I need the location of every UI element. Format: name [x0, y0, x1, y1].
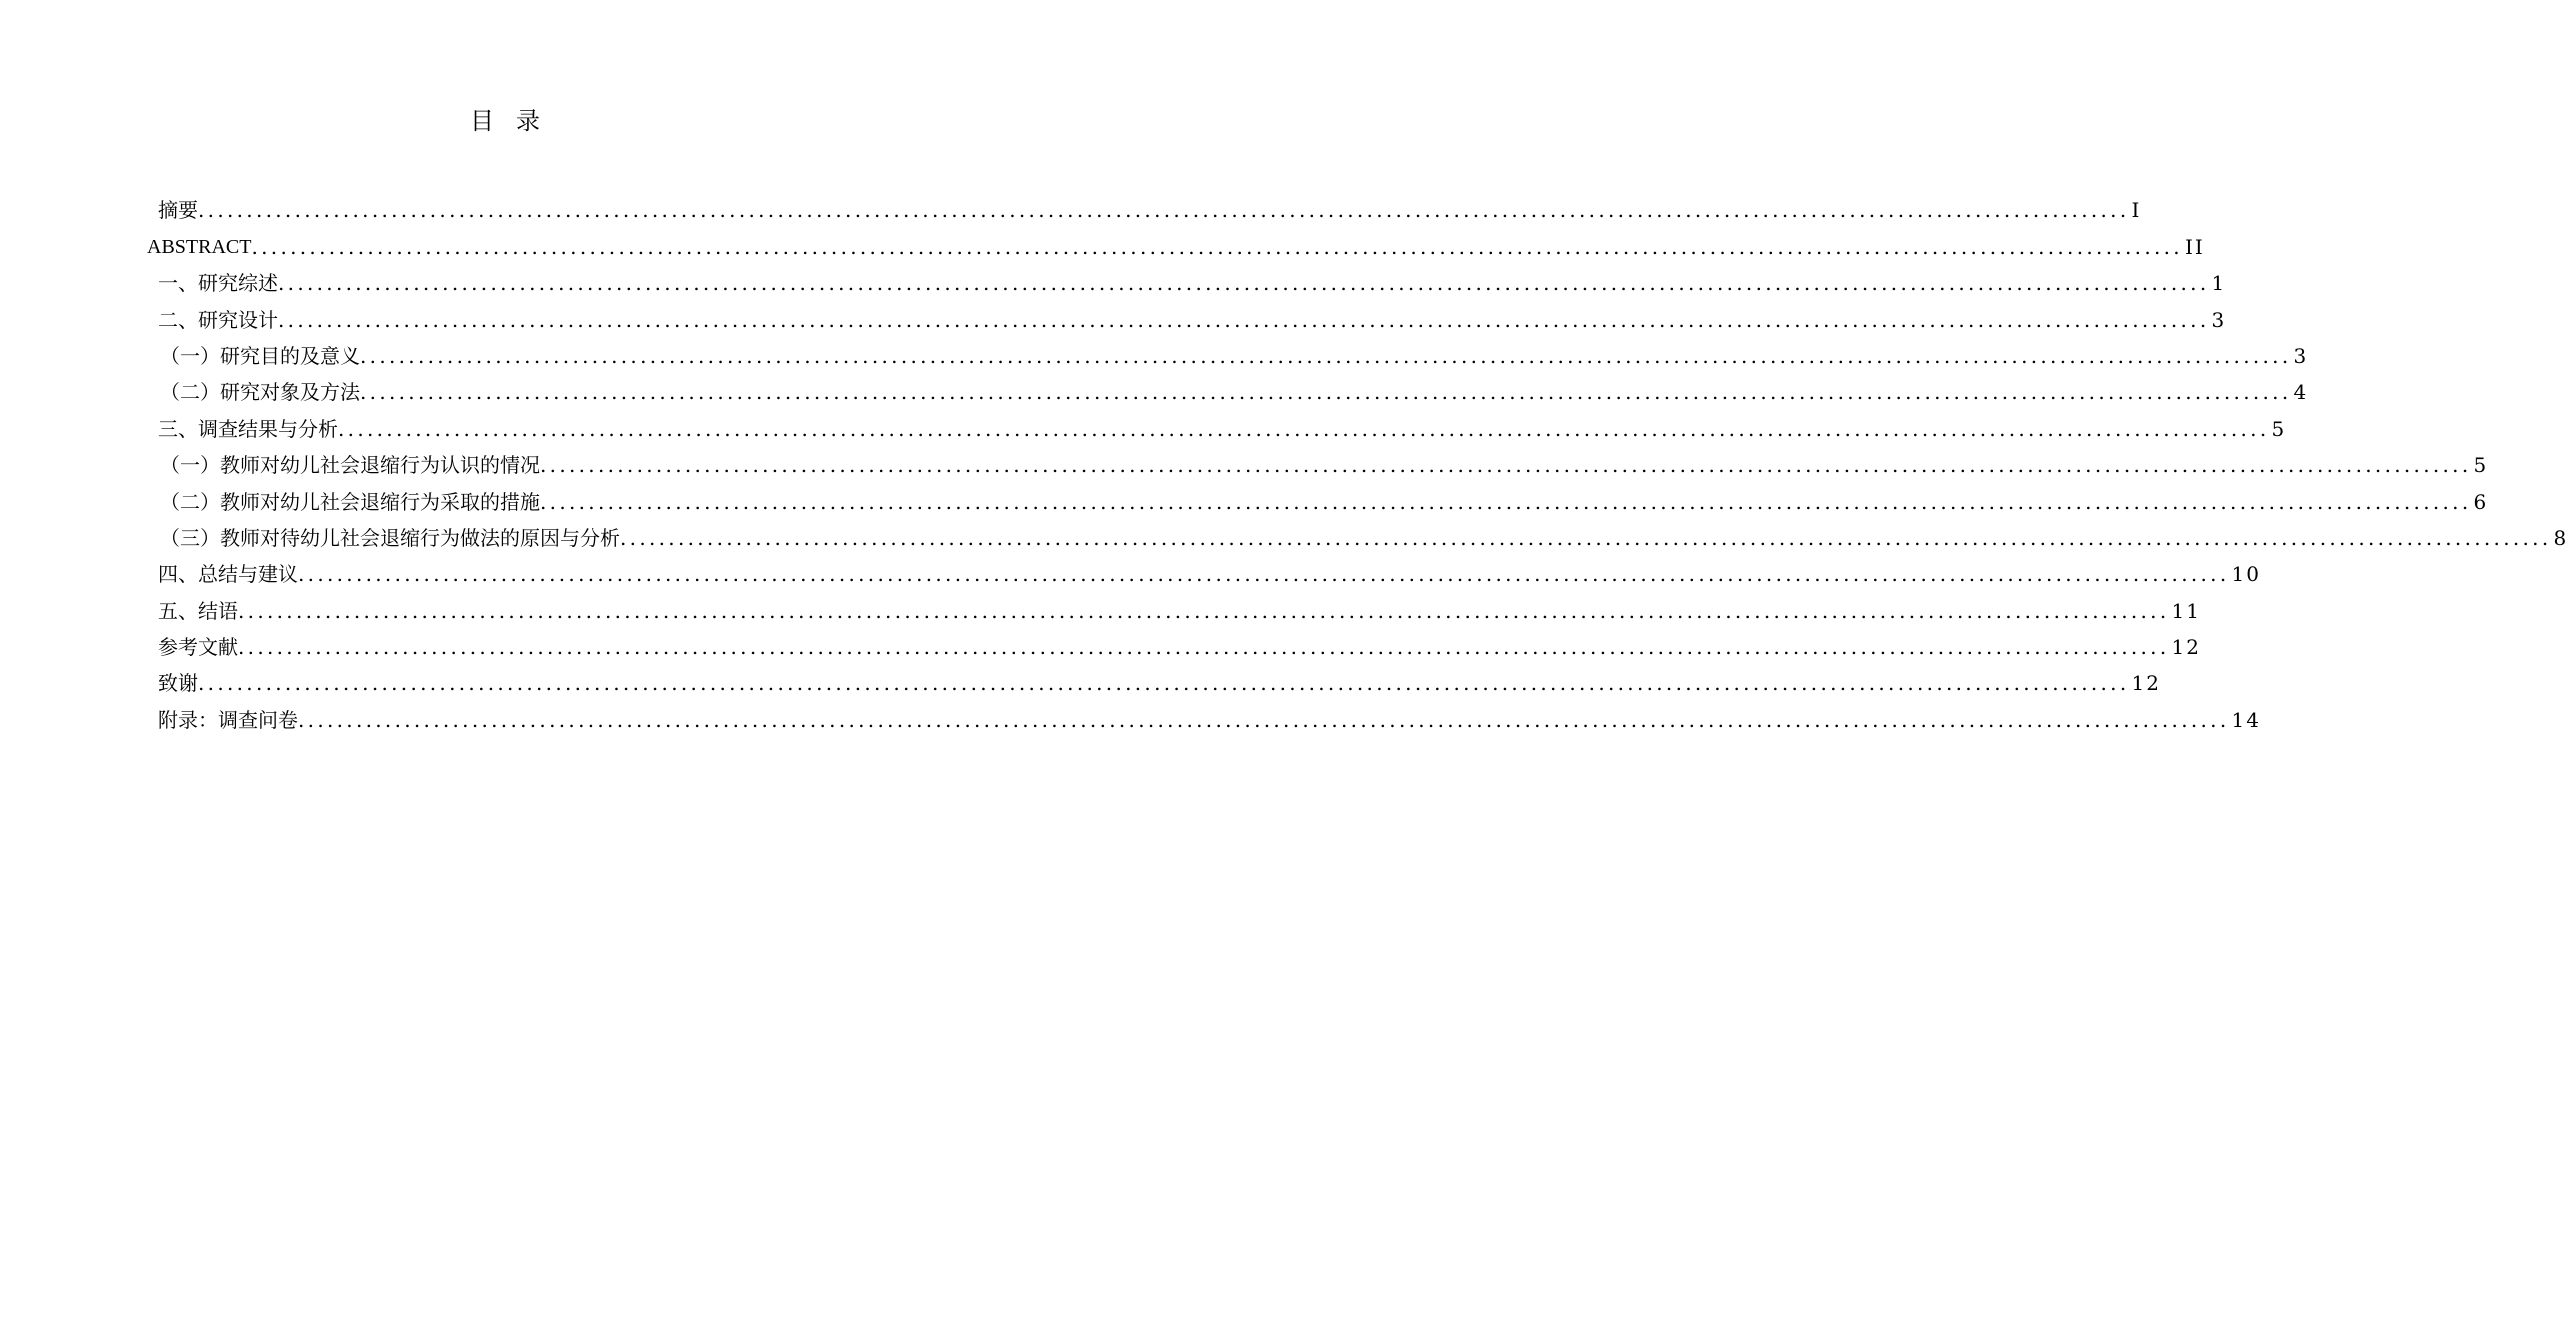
- toc-entry-page: 10: [2231, 562, 2261, 587]
- toc-entry-label: 参考文献: [158, 635, 238, 660]
- toc-dot-leader: ........................................................................................................................................................................................................: [360, 343, 2292, 368]
- toc-entry-label: 二、研究设计: [158, 307, 278, 332]
- toc-entry-section-4[interactable]: [0, 552, 2261, 588]
- toc-entry-section-3-1[interactable]: [0, 443, 2489, 479]
- toc-dot-leader: ........................................................................................................................................................................................................: [238, 598, 2170, 623]
- toc-entry-label: （二）研究对象及方法: [160, 380, 360, 405]
- toc-entry-page: 1: [2211, 271, 2227, 296]
- toc-entry-section-2-1[interactable]: [0, 334, 2309, 370]
- toc-entry-label: （一）教师对幼儿社会退缩行为认识的情况: [160, 453, 540, 478]
- toc-entry-section-2-2[interactable]: [0, 370, 2309, 406]
- toc-entry-label: 摘要: [158, 198, 198, 223]
- page-title-part2: 录: [516, 107, 540, 135]
- toc-entry-section-3-3[interactable]: [0, 516, 2568, 552]
- toc-dot-leader: ........................................................................................................................................................................................................: [338, 416, 2270, 441]
- toc-entry-page: II: [2184, 234, 2205, 259]
- toc-entry-page: 3: [2211, 307, 2227, 332]
- toc-entry-page: 12: [2171, 635, 2201, 660]
- toc-entry-page: 11: [2171, 598, 2201, 623]
- toc-entry-label: ABSTRACT: [147, 235, 252, 258]
- toc-entry-page: 6: [2473, 489, 2489, 514]
- toc-entry-abstract-cn[interactable]: [0, 188, 2142, 224]
- toc-entry-section-5[interactable]: [0, 588, 2201, 624]
- toc-entry-label: （一）研究目的及意义: [160, 343, 360, 368]
- toc-entry-label: 一、研究综述: [158, 271, 278, 296]
- toc-dot-leader: ........................................................................................................................................................................................................: [238, 635, 2170, 660]
- toc-dot-leader: ........................................................................................................................................................................................................: [540, 489, 2472, 514]
- toc-entry-page: 4: [2293, 380, 2309, 405]
- toc-entry-section-1[interactable]: [0, 261, 2227, 297]
- toc-dot-leader: ........................................................................................................................................................................................................: [198, 198, 2130, 223]
- toc-entry-page: 5: [2271, 416, 2287, 441]
- toc-entry-page: I: [2131, 198, 2142, 223]
- toc-entry-label: 附录：调查问卷: [158, 707, 298, 732]
- toc-entry-label: （二）教师对幼儿社会退缩行为采取的措施: [160, 489, 540, 514]
- toc-dot-leader: ........................................................................................................................................................................................................: [298, 707, 2230, 732]
- toc-entry-section-3-2[interactable]: [0, 479, 2489, 515]
- toc-entry-label: 五、结语: [158, 598, 238, 623]
- toc-entry-page: 12: [2131, 671, 2161, 696]
- toc-dot-leader: ........................................................................................................................................................................................................: [620, 525, 2552, 550]
- toc-entry-section-3[interactable]: [0, 406, 2287, 442]
- toc-entry-label: 四、总结与建议: [158, 562, 298, 587]
- toc-dot-leader: ........................................................................................................................................................................................................: [298, 562, 2230, 587]
- toc-dot-leader: ........................................................................................................................................................................................................: [278, 271, 2210, 296]
- toc-entry-label: （三）教师对待幼儿社会退缩行为做法的原因与分析: [160, 525, 620, 550]
- toc-entry-appendix[interactable]: [0, 697, 2261, 733]
- toc-dot-leader: ........................................................................................................................................................................................................: [540, 453, 2472, 478]
- table-of-contents: [0, 188, 2568, 734]
- page-title: [0, 104, 950, 138]
- toc-entry-section-2[interactable]: [0, 297, 2227, 333]
- toc-dot-leader: ........................................................................................................................................................................................................: [251, 234, 2183, 259]
- page-title-part1: 目: [470, 107, 494, 135]
- toc-entry-label: 三、调查结果与分析: [158, 416, 338, 441]
- toc-dot-leader: ........................................................................................................................................................................................................: [278, 307, 2210, 332]
- toc-dot-leader: ........................................................................................................................................................................................................: [360, 380, 2292, 405]
- toc-entry-page: 5: [2473, 453, 2489, 478]
- toc-entry-page: 8: [2553, 525, 2568, 550]
- toc-entry-label: 致谢: [158, 671, 198, 696]
- toc-entry-references[interactable]: [0, 625, 2201, 661]
- toc-entry-acknowledgements[interactable]: [0, 661, 2161, 697]
- toc-dot-leader: ........................................................................................................................................................................................................: [198, 671, 2130, 696]
- toc-entry-page: 3: [2293, 343, 2309, 368]
- toc-entry-abstract-en[interactable]: [0, 224, 2205, 260]
- toc-entry-page: 14: [2231, 707, 2261, 732]
